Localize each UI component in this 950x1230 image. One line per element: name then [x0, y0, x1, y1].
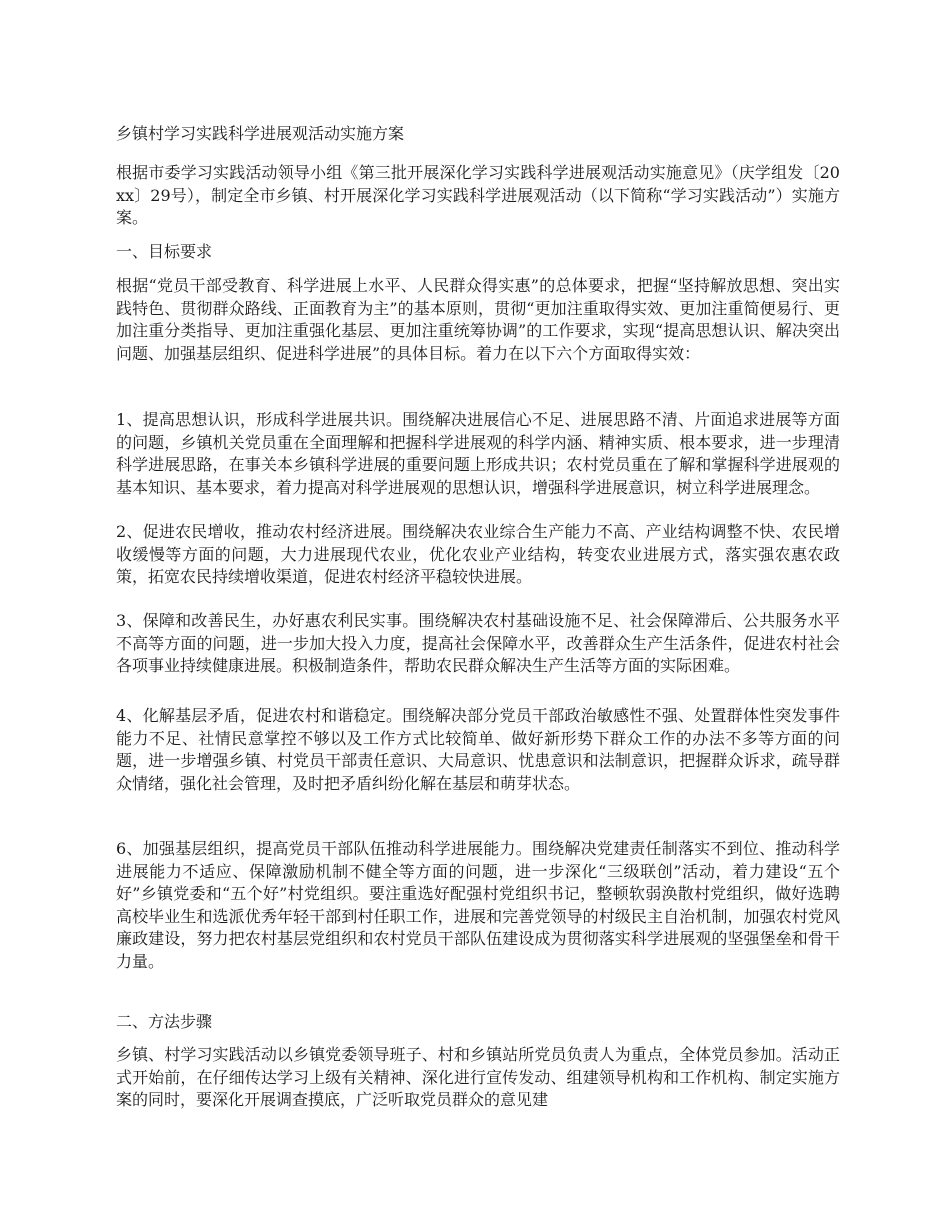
- goal-item-2: 2、促进农民增收，推动农村经济进展。围绕解决农业综合生产能力不高、产业结构调整不快、农民增收缓慢等方面的问题，大力进展现代农业，优化农业产业结构，转变农业进展方式，落实强农惠农政策，拓宽农民持续增收渠道，促进农村经济平稳较快进展。: [116, 522, 840, 586]
- document-title: 乡镇村学习实践科学进展观活动实施方案: [116, 124, 405, 143]
- goals-paragraph: 根据“党员干部受教育、科学进展上水平、人民群众得实惠”的总体要求，把握“坚持解放思想、突出实践特色、贯彻群众路线、正面教育为主”的基本原则，贯彻“更加注重取得实效、更加注重简便易行、更加注重分类指导、更加注重强化基层、更加注重统筹协调”的工作要求，实现“提高思想认识、解决突出问题、加强基层组织、促进科学进展”的具体目标。着力在以下六个方面取得实效：: [116, 276, 840, 363]
- goal-item-6: 6、加强基层组织，提高党员干部队伍推动科学进展能力。围绕解决党建责任制落实不到位、推动科学进展能力不适应、保障激励机制不健全等方面的问题，进一步深化“三级联创”活动，着力建设“五个好”乡镇党委和“五个好”村党组织。要注重选好配强村党组织书记，整顿软弱涣散村党组织，做好选聘高校毕业生和选派优秀年轻干部到村任职工作，进展和完善党领导的村级民主自治机制，加强农村党风廉政建设，努力把农村基层党组织和农村党员干部队伍建设成为贯彻落实科学进展观的坚强堡垒和骨干力量。: [116, 839, 840, 971]
- section-heading-goals: 一、目标要求: [116, 242, 213, 261]
- goal-item-4: 4、化解基层矛盾，促进农村和谐稳定。围绕解决部分党员干部政治敏感性不强、处置群体性突发事件能力不足、社情民意掌控不够以及工作方式比较简单、做好新形势下群众工作的办法不多等方面的问题，进一步增强乡镇、村党员干部责任意识、大局意识、忧患意识和法制意识，把握群众诉求，疏导群众情绪，强化社会管理，及时把矛盾纠纷化解在基层和萌芽状态。: [116, 706, 840, 793]
- intro-paragraph: 根据市委学习实践活动领导小组《第三批开展深化学习实践科学进展观活动实施意见》（庆学组发〔20xx〕29号），制定全市乡镇、村开展深化学习实践科学进展观活动（以下简称“学习实践活动”）实施方案。: [116, 163, 840, 227]
- goal-item-1: 1、提高思想认识，形成科学进展共识。围绕解决进展信心不足、进展思路不清、片面追求进展等方面的问题，乡镇机关党员重在全面理解和把握科学进展观的科学内涵、精神实质、根本要求，进一步理清科学进展思路，在事关本乡镇科学进展的重要问题上形成共识；农村党员重在了解和掌握科学进展观的基本知识、基本要求，着力提高对科学进展观的思想认识，增强科学进展意识，树立科学进展理念。: [116, 410, 840, 497]
- section-heading-steps: 二、方法步骤: [116, 1012, 213, 1031]
- steps-paragraph: 乡镇、村学习实践活动以乡镇党委领导班子、村和乡镇站所党员负责人为重点，全体党员参加。活动正式开始前，在仔细传达学习上级有关精神、深化进行宣传发动、组建领导机构和工作机构、制定实施方案的同时，要深化开展调查摸底，广泛听取党员群众的意见建: [116, 1045, 840, 1109]
- goal-item-3: 3、保障和改善民生，办好惠农利民实事。围绕解决农村基础设施不足、社会保障滞后、公共服务水平不高等方面的问题，进一步加大投入力度，提高社会保障水平，改善群众生产生活条件，促进农村社会各项事业持续健康进展。积极制造条件，帮助农民群众解决生产生活等方面的实际困难。: [116, 611, 840, 675]
